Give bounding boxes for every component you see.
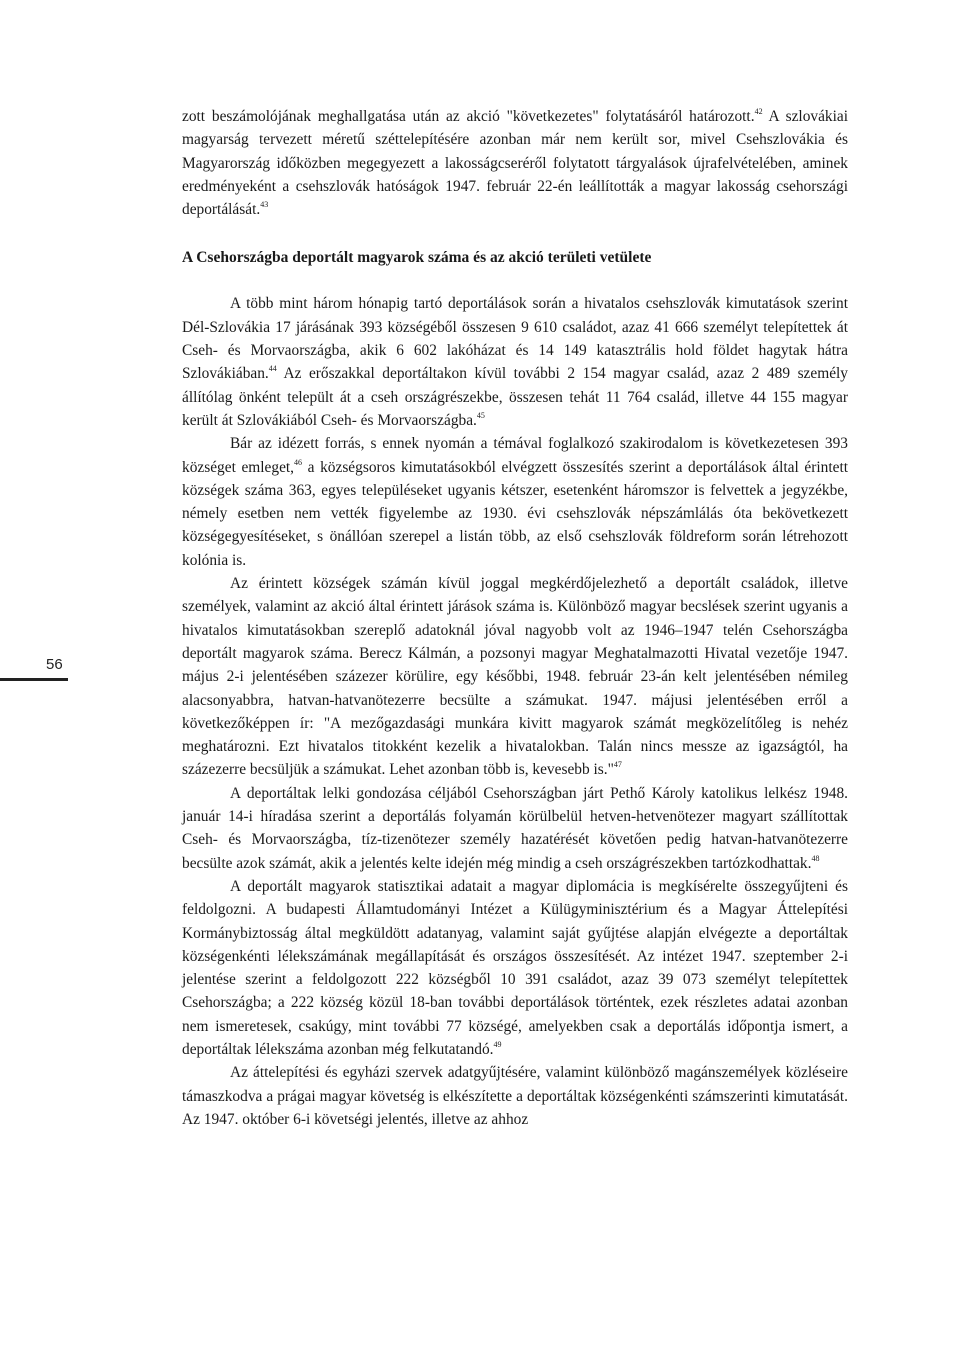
text-run: A deportáltak lelki gondozása céljából Csehországban járt Pethő Károly katolikus lelkész 1948. január 14-i híradása szerint a deportálás folyamán körülbelül hetven-hetvenötezer magyart szállítottak Cseh- és Morvaországba, tíz-tizenötezer személy hazatérését követően pedig hatvan-hatvanötezerre becsülte azok számát, akik a jelentés kelte idején még mindig a cseh országrészekben tartózkodhattak. [182, 784, 848, 872]
text-run: Bár az idézett forrás, s ennek nyomán a témával foglalkozó szakirodalom is következetesen 393 községet emleget, [182, 435, 848, 476]
paragraph [182, 1061, 848, 1131]
section-heading: A Csehországba deportált magyarok száma és az akció területi vetülete [182, 249, 652, 267]
text-run: A deportált magyarok statisztikai adatait a magyar diplomácia is megkísérelte összegyűjteni és feldolgozni. A budapesti Államtudományi Intézet a Külügyminisztérium és a Magyar Áttelepítési Kormánybiztosság által megküldött adatanyag, valamint saját gyűjtése alapján elvégezte a deportáltak községenkénti lélekszámának megállapítását és országos összesítését. Az intézet 1947. szeptember 2-i jelentése szerint a feldolgozott 222 községből 10 391 családot, azaz 39 073 személyt telepítettek Csehországba; a 222 község közül 18-ban további deportálások történtek, ezek részletes adatai azonban nem ismeretesek, csakúgy, mint további 77 községé, amelyekben csak a deportálás időpontja ismert, a deportáltak lélekszáma azonban még felkutatandó. [182, 877, 848, 1058]
page-number-rule [0, 678, 68, 681]
paragraph [182, 782, 848, 875]
text-run: A több mint három hónapig tartó deportálások során a hivatalos csehszlovák kimutatások szerint Dél-Szlovákia 17 járásának 393 községéből összesen 9 610 családot, azaz 41 666 személyt telepítettek át Cseh- és Morvaországba, akik 6 602 lakóházat és 14 149 katasztrális hold földet hagytak hátra Szlovákiában. [182, 295, 848, 383]
footnote-ref: 47 [613, 760, 622, 770]
text-run: Az áttelepítési és egyházi szervek adatgyűjtésére, valamint különböző magánszemélyek közléseire támaszkodva a prágai magyar követség is elkészítette a deportáltak községenkénti számszerinti kimutatását. Az 1947. október 6-i követségi jelentés, illetve az ahhoz [182, 1064, 848, 1128]
footnote-ref: 45 [476, 410, 485, 420]
footnote-ref: 46 [294, 457, 303, 467]
paragraph [182, 572, 848, 782]
paragraph [182, 292, 848, 432]
page-number: 56 [46, 656, 63, 673]
text-run: A szlovákiai magyarság tervezett méretű széttelepítésére azonban már nem került sor, mivel Csehszlovákia és Magyarország időközben megegyezett a lakosságcseréről folytatott tárgyalások újrafelvételében, aminek eredményeként a csehszlovák hatóságok 1947. február 22-én leállították a magyar lakosság csehországi deportálását. [182, 108, 848, 219]
footnote-ref: 42 [754, 107, 763, 116]
text-run: Az érintett községek számán kívül joggal megkérdőjelezhető a deportált családok, illetve személyek, valamint az akció által érintett járások száma is. Különböző magyar becslések szerint ugyanis a hivatalos kimutatásokban szereplő adatoknál jóval nagyobb volt az 1946–1947 telén Csehországba deportált magyarok száma. Berecz Kálmán, a pozsonyi magyar Meghatalmazotti Hivatal vezetője 1947. május 2-i jelentésében százezer körülire, egy későbbi, 1948. február 23-án kelt jelentésében némileg alacsonyabbra, hatvan-hatvanötezerre becsülte a számukat. 1947. májusi jelentésében erről a következőképpen ír: "A mezőgazdasági munkára kivitt magyarok számát megközelítőleg is nehéz meghatározni. Ezt hivatalos titokként kezelik a hivatalokban. Talán nincs messze az igazságtól, ha százezerre becsüljük a számukat. Lehet azonban több is, kevesebb is." [182, 575, 848, 779]
body-text [182, 105, 848, 1131]
paragraph [182, 432, 848, 572]
paragraph [182, 875, 848, 1061]
text-run: a községsoros kimutatásokból elvégzett összesítés szerint a deportálások által érintett községek száma 363, egyes településeket ugyanis kétszer, esetenként háromszor is felvettek a jegyzékbe, némely esetben nem vették figyelembe az 1930. évi csehszlovák népszámlálás óta bekövetkezett községegyesítéseket, s önállóan szerepel a listán több, az első csehszlovák földreform során létrehozott kolónia is. [182, 458, 848, 569]
text-run: zott beszámolójának meghallgatása után az akció "következetes" folytatásáról határozott. [182, 108, 755, 125]
paragraph [182, 105, 848, 221]
footnote-ref: 48 [811, 853, 820, 863]
text-run: Az erőszakkal deportáltakon kívül további 2 154 magyar család, azaz 2 489 személy állítólag önként települt át a cseh országrészekbe, összesen tehát 11 764 család, illetve 44 155 magyar került át Szlovákiából Cseh- és Morvaországba. [182, 365, 848, 429]
footnote-ref: 49 [493, 1039, 502, 1049]
footnote-ref: 44 [268, 364, 277, 374]
footnote-ref: 43 [260, 200, 269, 210]
